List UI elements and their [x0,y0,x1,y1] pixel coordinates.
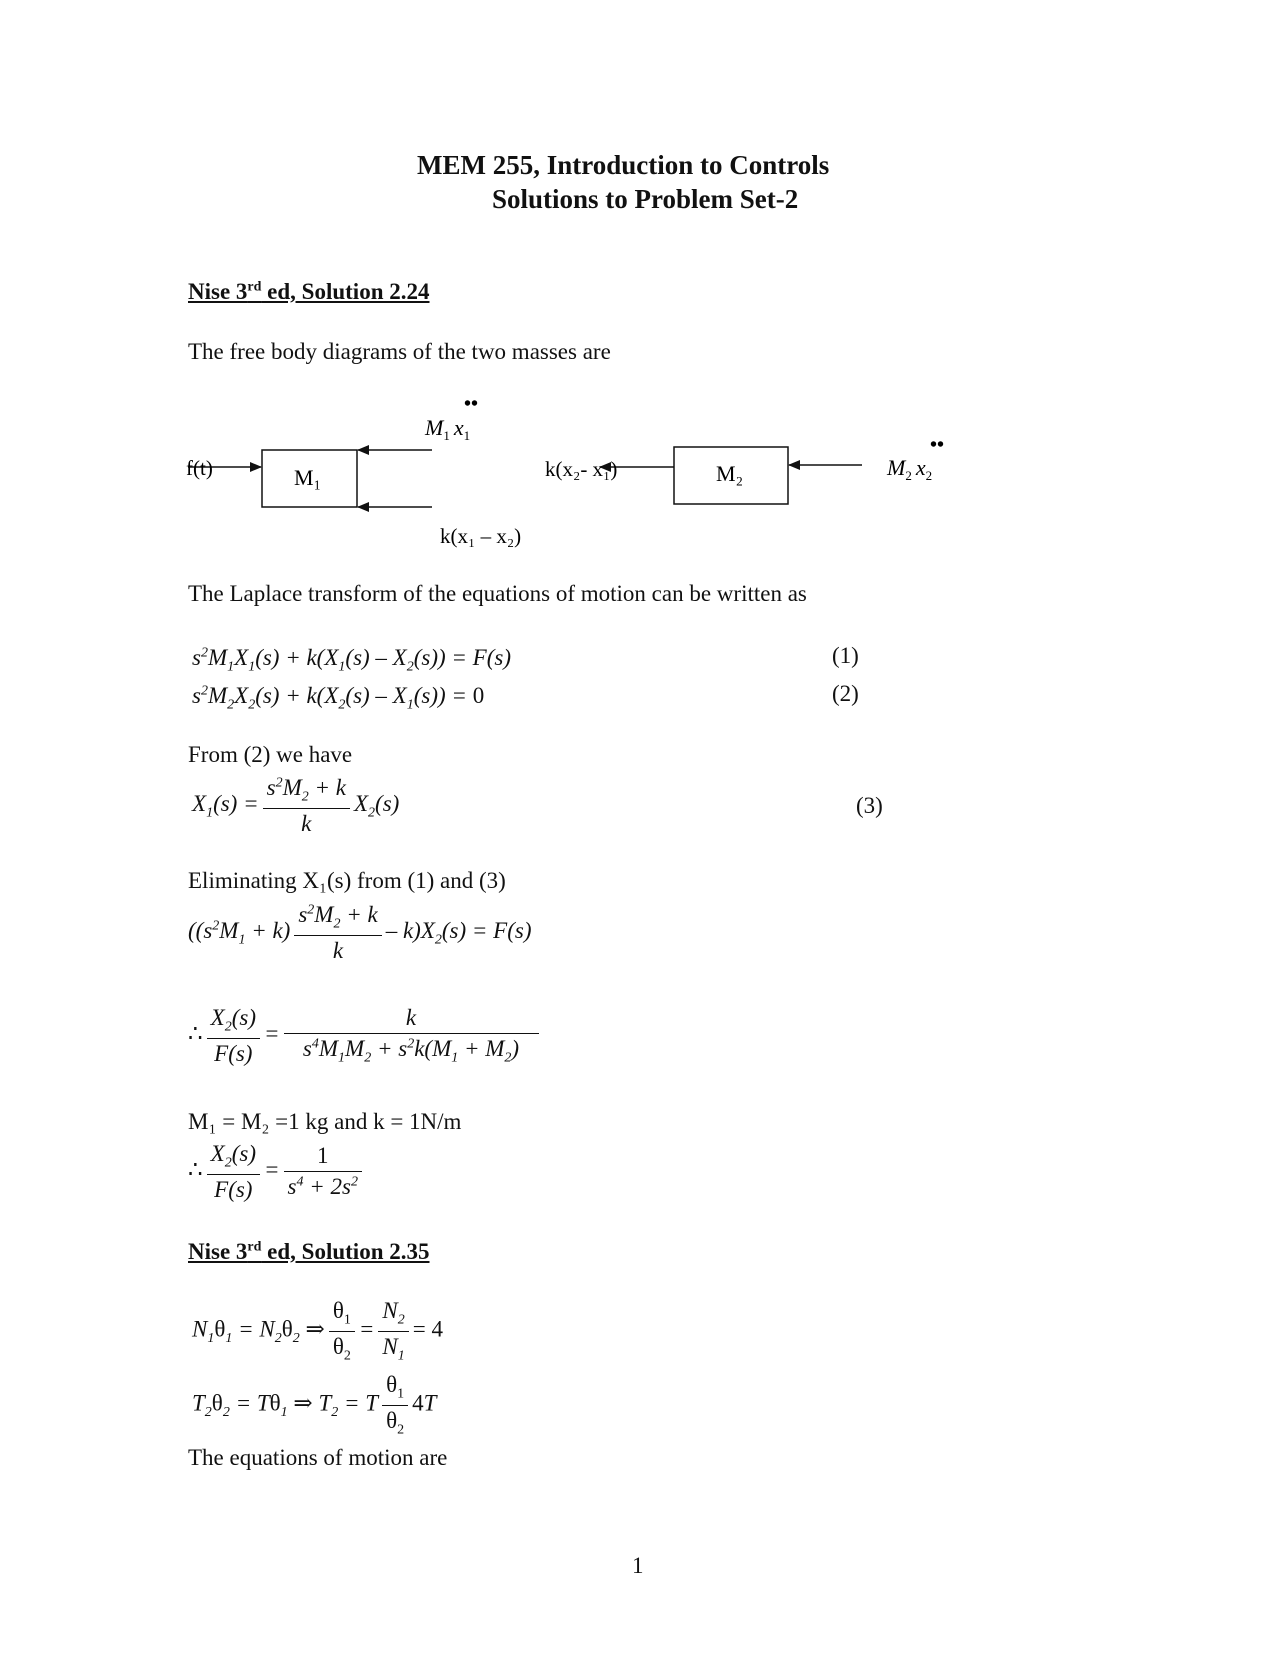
section-heading-2-24: Nise 3rd ed, Solution 2.24 [188,279,430,304]
motion-text: The equations of motion are [188,1445,448,1470]
double-dot-2: •• [930,434,945,456]
free-body-diagram [180,395,970,565]
gear-equation-1: $N_1\theta_1 = N_2\theta_2$ ⇒ $\frac{\theta_1}{\theta_2}$ = $\frac{N_2}{N_1}$ = 4 [192,1298,443,1364]
page-number: 1 [632,1553,644,1578]
double-dot-1: •• [464,395,479,415]
fbd-intro-text: The free body diagrams of the two masses are [188,339,611,364]
doc-subtitle: Solutions to Problem Set-2 [492,184,799,214]
eliminating-text: Eliminating X₁(s) from (1) and (3) [188,868,506,893]
laplace-intro-text: The Laplace transform of the equations of motion can be written as [188,581,807,606]
spring1-label: k(x₁ – x₂) [440,524,522,548]
equation-2: $s^2M_2X_2(s) + k(X_2(s) - X_1(s)) = 0$ [192,683,485,713]
values-text: M₁ = M₂ =1 kg and k = 1N/m [188,1109,462,1134]
inertia1-label: $M_1$ $x_1$ [425,415,471,443]
section-heading-2-35: Nise 3rd ed, Solution 2.35 [188,1239,430,1264]
mass2-label: M₂ [716,461,744,486]
gear-equation-2: $T_2\theta_2 = T\theta_1$ ⇒ $T_2 = T$ $\frac{\theta_1}{\theta_2}$ 4T [192,1372,437,1438]
from2-text: From (2) we have [188,742,353,767]
equation-3: $X_1(s)$ = $\frac{s^2M_2 + k}{k}$ $X_2(s)$ [192,775,400,836]
equation-number-2: (2) [832,681,859,706]
spring2-label: k(x₂- x₁) [545,457,618,481]
elimination-equation: ($(s^2M_1 + k)$ $\frac{s^2M_2 + k}{k}$ – $k)X_2(s) = F(s)$ [188,902,532,963]
doc-title: MEM 255, Introduction to Controls [417,150,830,180]
transfer-function-general: ∴ $\frac{X_2(s)}{F(s)}$ = $\frac{k}{s^4M_1M_2 + s^2k(M_1 + M_2)}$ [188,1005,543,1067]
force-label: f(t) [186,456,213,480]
equation-number-1: (1) [832,643,859,668]
equation-1: $s^2M_1X_1(s) + k(X_1(s) - X_2(s)) = F(s)$ [192,645,512,675]
equation-number-3: (3) [856,793,883,818]
transfer-function-numeric: ∴ $\frac{X_2(s)}{F(s)}$ = $\frac{1}{s^4 + 2s^2}$ [188,1141,366,1203]
inertia2-label: $M_2$ $x_2$ [887,455,933,483]
mass1-label: M₁ [294,465,322,490]
